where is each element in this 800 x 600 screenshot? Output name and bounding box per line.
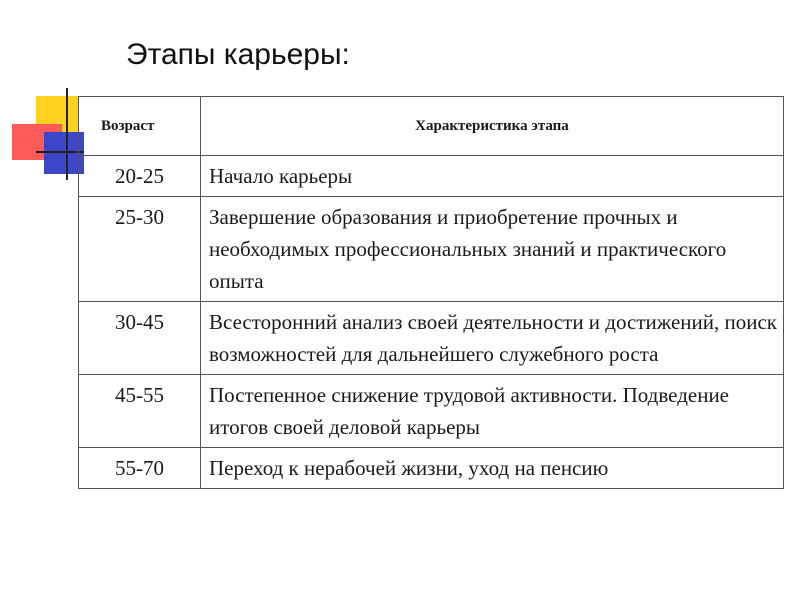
decorative-vertical-line bbox=[66, 88, 68, 180]
career-stages-table bbox=[78, 96, 784, 489]
header-age: Возраст bbox=[79, 97, 201, 156]
page-title: Этапы карьеры: bbox=[126, 38, 350, 71]
row-description: Начало карьеры bbox=[201, 156, 784, 197]
row-description: Всесторонний анализ своей деятельности и достижений, поиск возможностей для дальнейшего служебного роста bbox=[201, 302, 784, 375]
table-row bbox=[79, 448, 784, 489]
row-age: 30-45 bbox=[79, 302, 201, 375]
table-row bbox=[79, 156, 784, 197]
table-row bbox=[79, 302, 784, 375]
row-description: Постепенное снижение трудовой активности. Подведение итогов своей деловой карьеры bbox=[201, 375, 784, 448]
row-age: 20-25 bbox=[79, 156, 201, 197]
table-header-row bbox=[79, 97, 784, 156]
header-description: Характеристика этапа bbox=[201, 97, 784, 156]
table-row bbox=[79, 375, 784, 448]
row-age: 45-55 bbox=[79, 375, 201, 448]
decorative-horizontal-line bbox=[36, 151, 84, 153]
table-row bbox=[79, 197, 784, 302]
row-description: Завершение образования и приобретение прочных и необходимых профессиональных знаний и практического опыта bbox=[201, 197, 784, 302]
row-age: 55-70 bbox=[79, 448, 201, 489]
row-age: 25-30 bbox=[79, 197, 201, 302]
row-description: Переход к нерабочей жизни, уход на пенсию bbox=[201, 448, 784, 489]
